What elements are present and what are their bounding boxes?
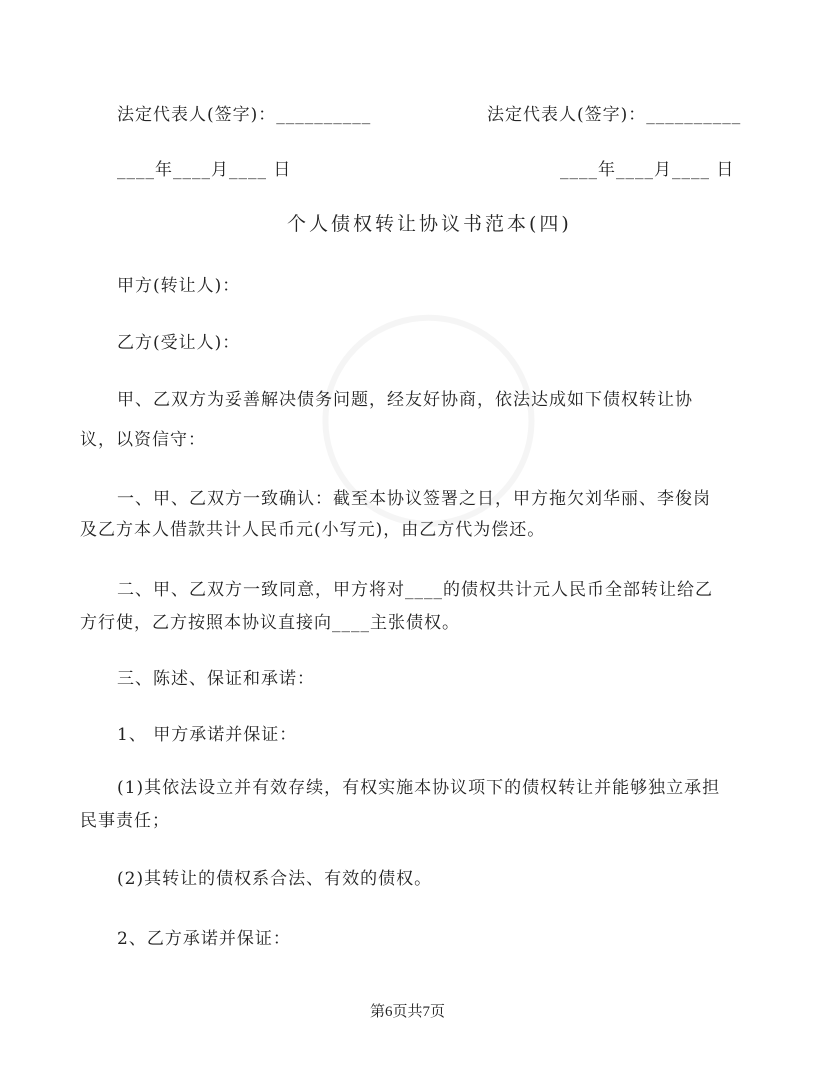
document-title: 个人债权转让协议书范本(四) bbox=[287, 213, 572, 235]
clause-1-line-1: 一、甲、乙双方一致确认：截至本协议签署之日，甲方拖欠刘华丽、李俊岗 bbox=[117, 489, 711, 509]
right-date-line: ____年____月____ 日 bbox=[560, 160, 735, 180]
party-a-label: 甲方(转让人)： bbox=[117, 276, 241, 296]
left-date-line: ____年____月____ 日 bbox=[117, 160, 292, 180]
left-representative-signature: 法定代表人(签字)：__________ bbox=[117, 105, 372, 125]
intro-line-2: 议，以资信守： bbox=[80, 430, 206, 450]
clause-2-line-1: 二、甲、乙双方一致同意，甲方将对____的债权共计元人民币全部转让给乙 bbox=[117, 580, 713, 600]
item-1-1-line-1: (1)其依法设立并有效存续，有权实施本协议项下的债权转让并能够独立承担 bbox=[117, 778, 721, 798]
page-number: 第6页共7页 bbox=[370, 1004, 446, 1020]
right-representative-signature: 法定代表人(签字)：__________ bbox=[487, 105, 742, 125]
clause-3-heading: 三、陈述、保证和承诺： bbox=[117, 669, 315, 689]
party-b-label: 乙方(受让人)： bbox=[117, 333, 241, 353]
item-2-heading: 2、乙方承诺并保证： bbox=[117, 929, 291, 949]
clause-2-line-2: 方行使，乙方按照本协议直接向____主张债权。 bbox=[80, 613, 460, 633]
clause-1-line-2: 及乙方本人借款共计人民币元(小写元)，由乙方代为偿还。 bbox=[80, 520, 546, 540]
intro-line-1: 甲、乙双方为妥善解决债务问题，经友好协商，依法达成如下债权转让协 bbox=[117, 390, 693, 410]
item-1-1-line-2: 民事责任； bbox=[80, 811, 170, 831]
item-1-2: (2)其转让的债权系合法、有效的债权。 bbox=[117, 869, 433, 889]
item-1-heading: 1、 甲方承诺并保证： bbox=[117, 725, 298, 745]
